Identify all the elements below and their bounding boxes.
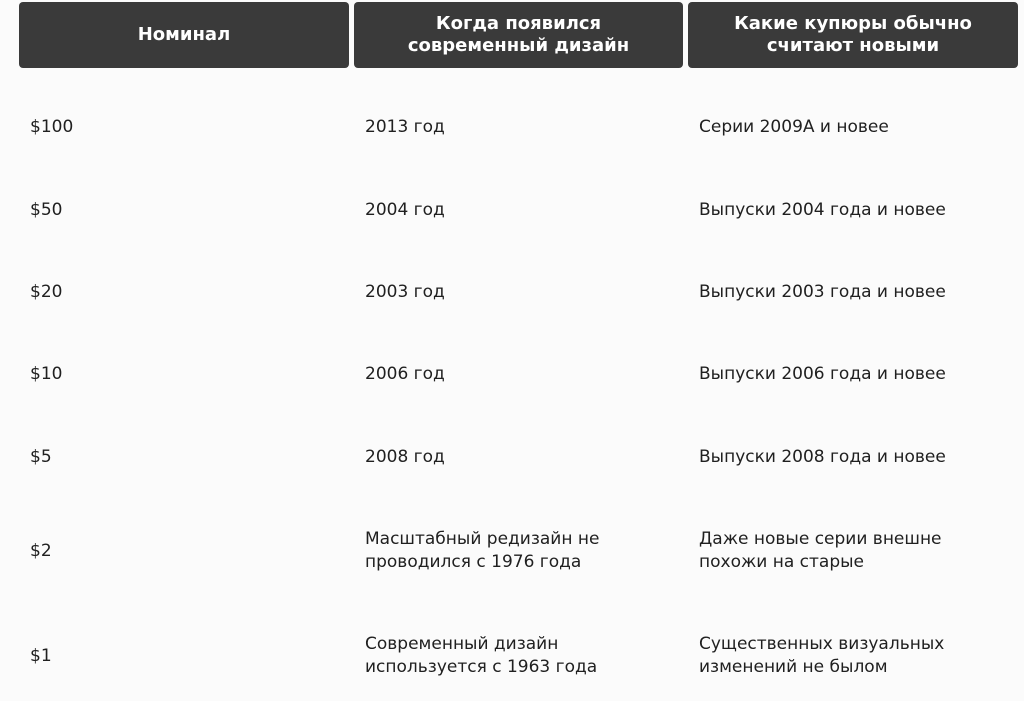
cell-new-notes: Выпуски 2008 года и новее	[699, 446, 946, 467]
table-row	[19, 262, 1018, 322]
table-header-row	[19, 2, 1018, 68]
cell-new-notes: Выпуски 2003 года и новее	[699, 281, 946, 302]
cell-denomination: $20	[30, 281, 63, 302]
denominations-table	[19, 2, 1018, 677]
cell-new-notes: Выпуски 2006 года и новее	[699, 363, 946, 384]
cell-design-year: 2013 год	[365, 116, 445, 137]
cell-new-notes: Существенных визуальных изменений не былом	[699, 634, 945, 677]
cell-design-year: 2004 год	[365, 199, 445, 220]
cell-denomination: $5	[30, 446, 52, 467]
table-row	[19, 344, 1018, 404]
cell-design-year: Масштабный редизайн не проводился с 1976 года	[365, 529, 600, 572]
table-row	[19, 626, 1018, 686]
cell-design-year: 2003 год	[365, 281, 445, 302]
cell-new-notes: Серии 2009A и новее	[699, 116, 889, 137]
cell-design-year: 2008 год	[365, 446, 445, 467]
header-new-notes: Какие купюры обычно считают новыми	[688, 2, 1018, 68]
header-denomination: Номинал	[19, 2, 349, 68]
table-row	[19, 521, 1018, 581]
cell-new-notes: Даже новые серии внешне похожи на старые	[699, 529, 942, 572]
cell-denomination: $50	[30, 199, 63, 220]
cell-new-notes: Выпуски 2004 года и новее	[699, 199, 946, 220]
cell-denomination: $2	[30, 540, 52, 561]
cell-denomination: $10	[30, 363, 63, 384]
cell-denomination: $100	[30, 116, 74, 137]
table-row	[19, 97, 1018, 157]
cell-denomination: $1	[30, 645, 52, 666]
cell-design-year: 2006 год	[365, 363, 445, 384]
table-row	[19, 180, 1018, 240]
cell-design-year: Современный дизайн используется с 1963 года	[365, 634, 598, 677]
header-design-year: Когда появился современный дизайн	[354, 2, 683, 68]
table-row	[19, 427, 1018, 487]
